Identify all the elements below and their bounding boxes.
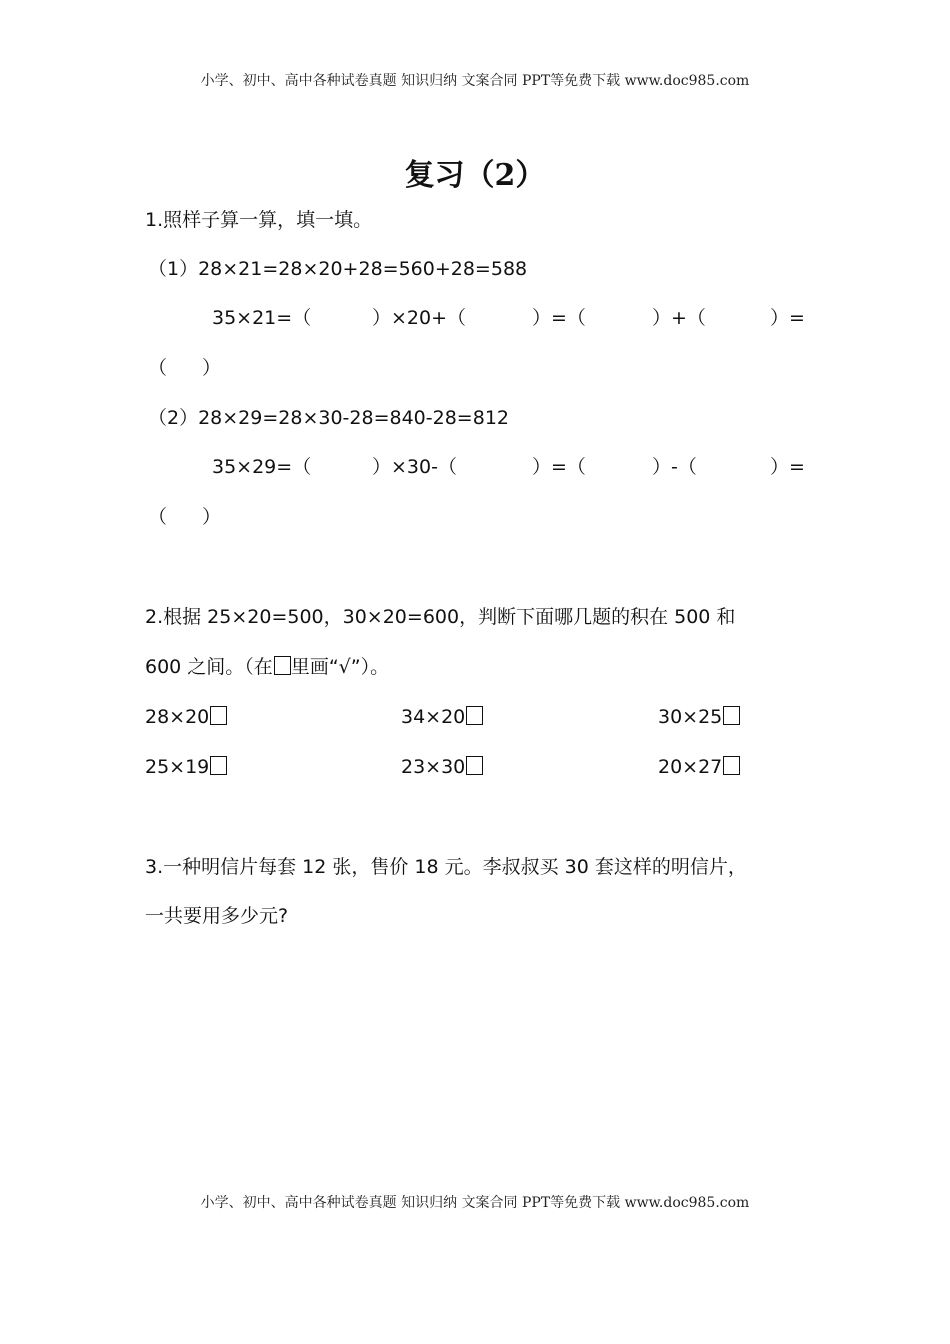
blank-segment[interactable]: ）= bbox=[770, 456, 805, 478]
answer-checkbox[interactable] bbox=[210, 756, 227, 775]
q2-item bbox=[145, 705, 227, 729]
answer-checkbox[interactable] bbox=[210, 706, 227, 725]
q3-line2: 一共要用多少元? bbox=[145, 905, 289, 927]
q2-item-expr: 23×30 bbox=[401, 756, 466, 778]
q2-prompt-text: 600 之间。（在 bbox=[145, 656, 273, 678]
q2-item bbox=[145, 755, 227, 779]
blank-segment[interactable]: 35×29=（ bbox=[212, 456, 312, 478]
q2-item bbox=[658, 705, 740, 729]
blank-segment[interactable]: ）= bbox=[770, 307, 805, 329]
blank-segment[interactable]: ）-（ bbox=[652, 456, 697, 478]
checkbox-icon bbox=[274, 656, 291, 675]
q2-item-expr: 20×27 bbox=[658, 756, 723, 778]
answer-checkbox[interactable] bbox=[723, 756, 740, 775]
q2-item-expr: 34×20 bbox=[401, 706, 466, 728]
q2-item bbox=[401, 755, 483, 779]
q2-prompt-text: 里画“√”）。 bbox=[290, 656, 390, 678]
q3-line1: 3.一种明信片每套 12 张，售价 18 元。李叔叔买 30 套这样的明信片， bbox=[145, 856, 747, 878]
blank-segment[interactable]: ） bbox=[202, 506, 222, 528]
q2-item-expr: 30×25 bbox=[658, 706, 723, 728]
page-footer: 小学、初中、高中各种试卷真题 知识归纳 文案合同 PPT等免费下载 www.doc985.com bbox=[200, 1195, 750, 1211]
answer-checkbox[interactable] bbox=[466, 756, 483, 775]
answer-checkbox[interactable] bbox=[466, 706, 483, 725]
blank-segment[interactable]: （ bbox=[148, 506, 168, 528]
q2-item-expr: 28×20 bbox=[145, 706, 210, 728]
q1-prompt: 1.照样子算一算，填一填。 bbox=[145, 209, 373, 231]
blank-segment[interactable]: ）×20+（ bbox=[372, 307, 467, 329]
blank-segment[interactable]: ）=（ bbox=[532, 307, 586, 329]
blank-segment[interactable]: ）×30-（ bbox=[372, 456, 457, 478]
q2-item-expr: 25×19 bbox=[145, 756, 210, 778]
q2-item bbox=[658, 755, 740, 779]
q1-example-1: （1）28×21=28×20+28=560+28=588 bbox=[148, 258, 528, 280]
blank-segment[interactable]: （ bbox=[148, 357, 168, 379]
page-header: 小学、初中、高中各种试卷真题 知识归纳 文案合同 PPT等免费下载 www.doc985.com bbox=[200, 73, 750, 89]
q2-prompt-line1: 2.根据 25×20=500，30×20=600，判断下面哪几题的积在 500 和 bbox=[145, 606, 736, 628]
blank-segment[interactable]: ）+（ bbox=[652, 307, 706, 329]
q2-item bbox=[401, 705, 483, 729]
blank-segment[interactable]: 35×21=（ bbox=[212, 307, 312, 329]
q2-prompt-line2 bbox=[145, 655, 389, 679]
blank-segment[interactable]: ）=（ bbox=[532, 456, 586, 478]
answer-checkbox[interactable] bbox=[723, 706, 740, 725]
blank-segment[interactable]: ） bbox=[202, 357, 222, 379]
page-title: 复习（2） bbox=[404, 158, 546, 193]
q1-example-2: （2）28×29=28×30-28=840-28=812 bbox=[148, 407, 509, 429]
